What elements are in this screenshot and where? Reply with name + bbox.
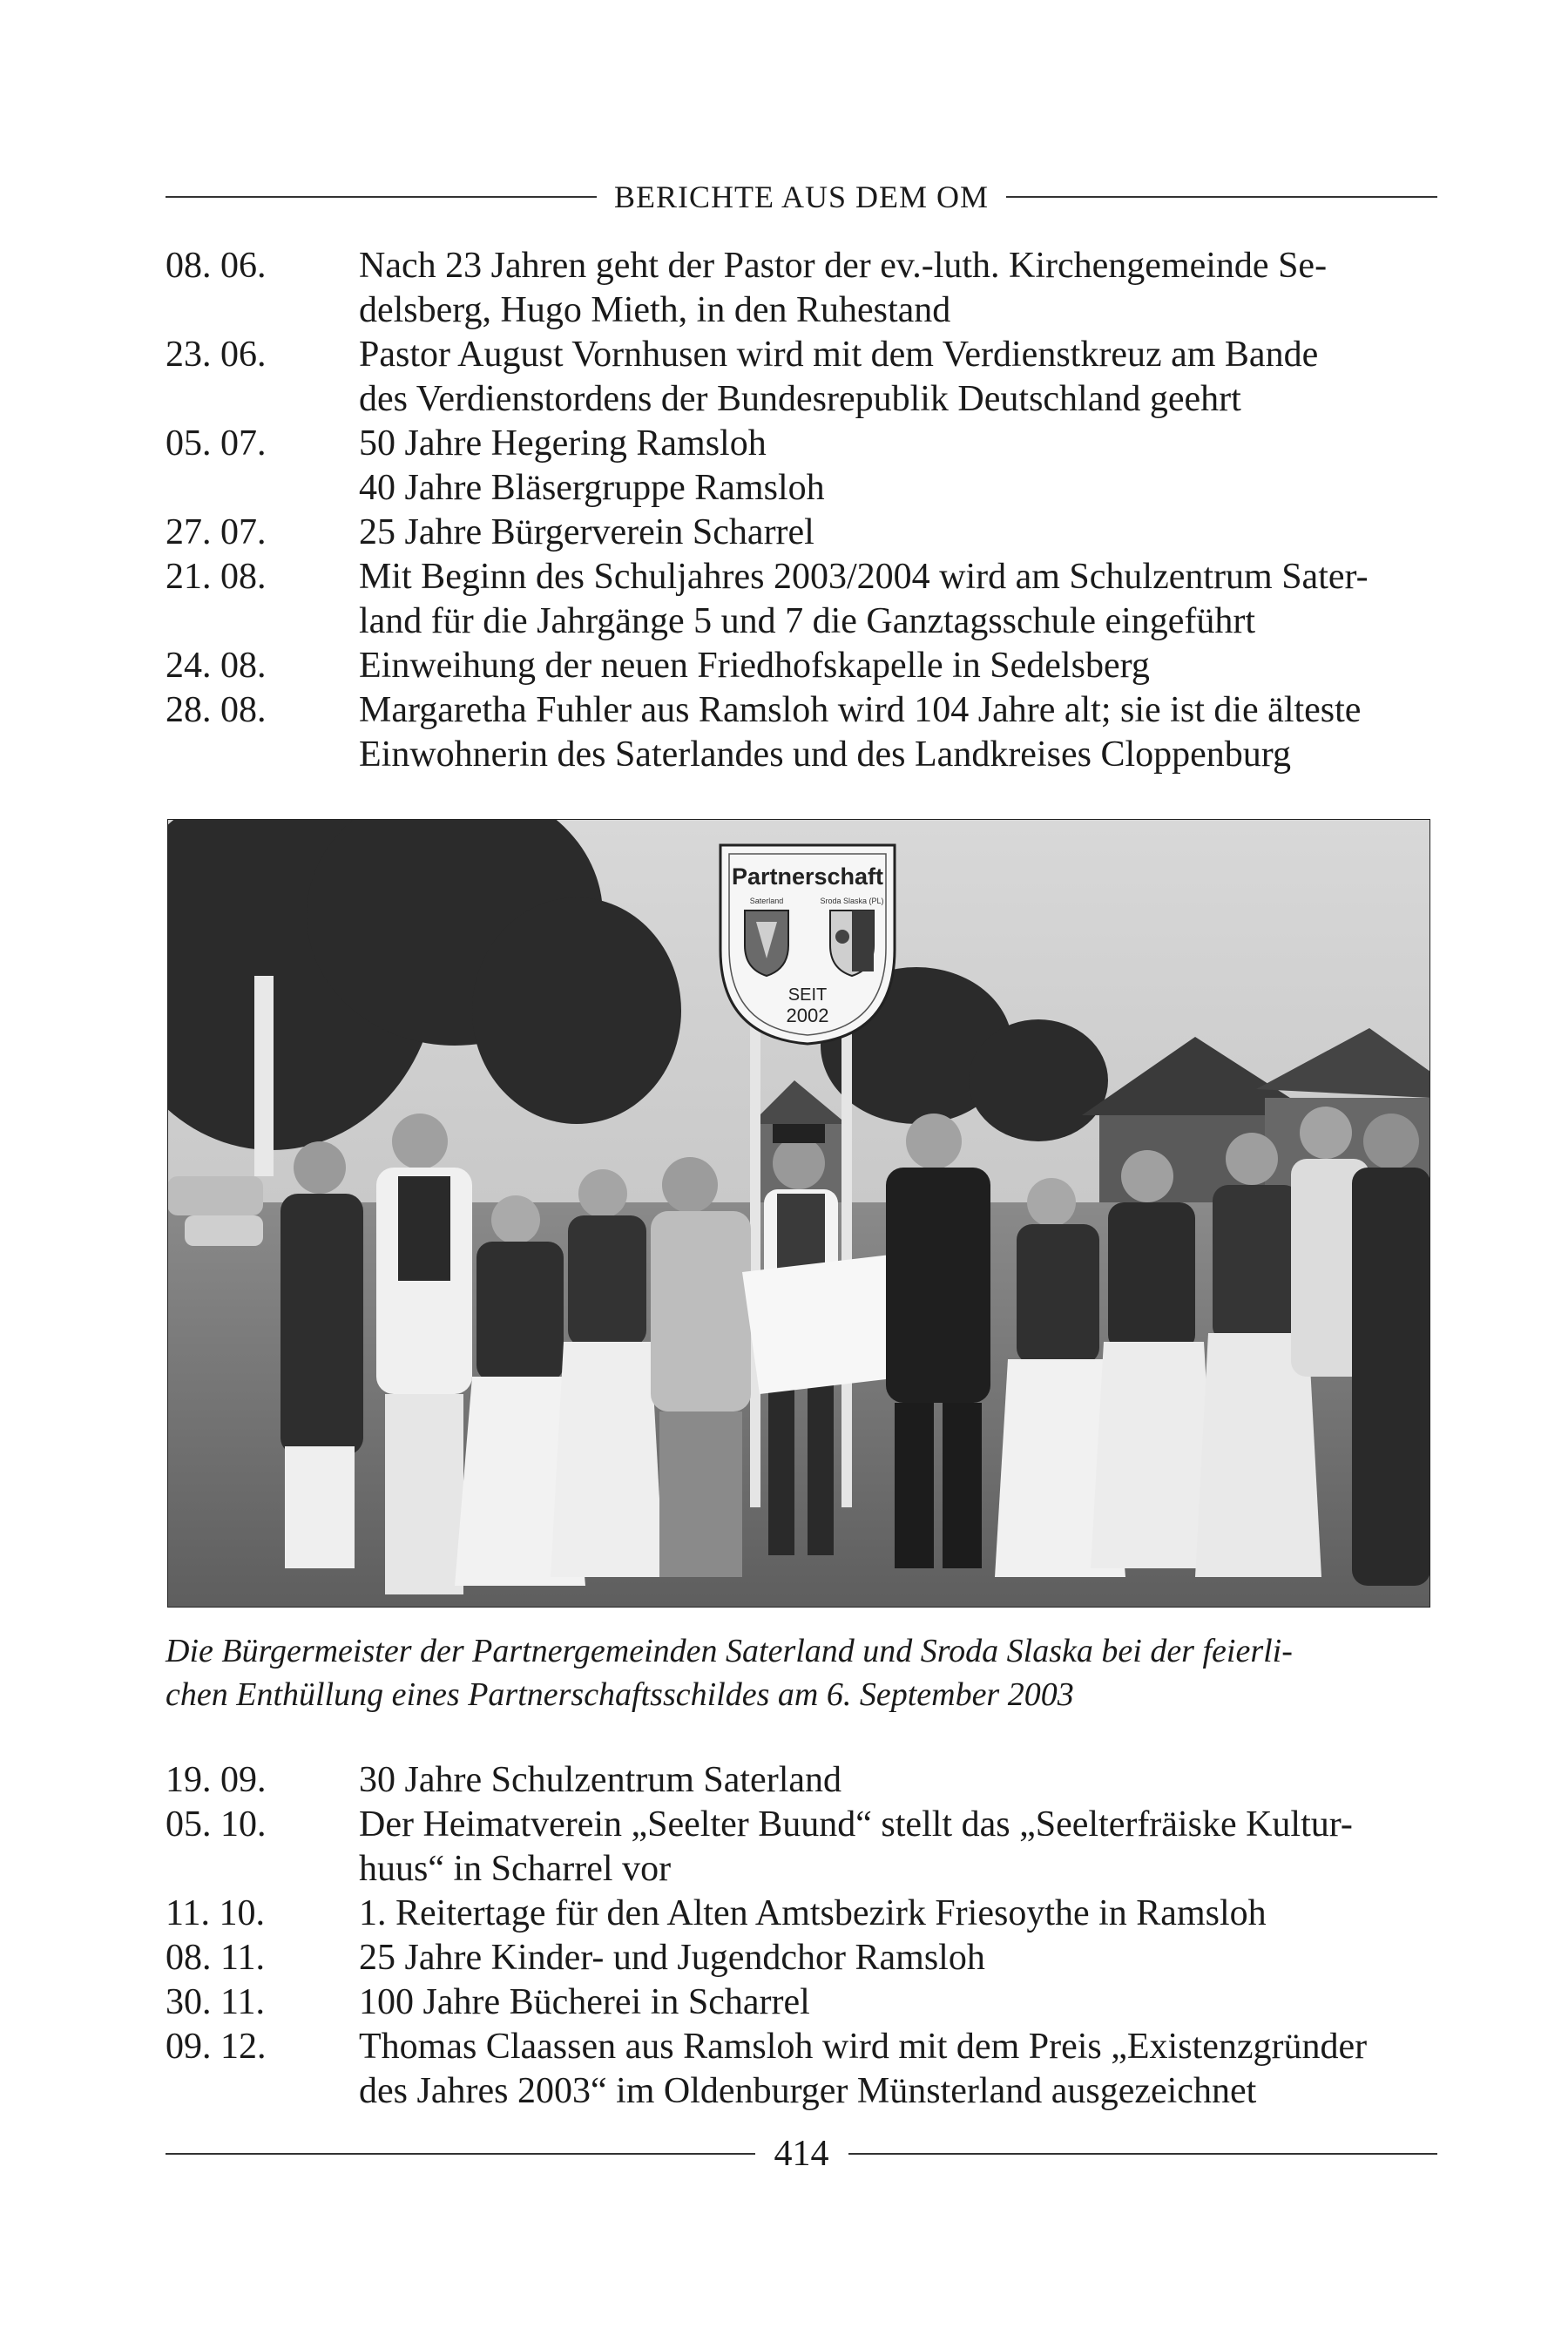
entry-text [359, 2025, 1437, 2114]
entry-text [359, 644, 1437, 688]
entry-date: 05. 10. [166, 1804, 267, 1845]
chronicle-top [166, 244, 1437, 777]
chronicle-entry [166, 688, 1437, 777]
chronicle-entry [166, 333, 1437, 422]
entry-line: Thomas Claassen aus Ramsloh wird mit dem Preis „Existenzgründer [359, 2027, 1368, 2067]
entry-text [359, 1758, 1437, 1803]
chronicle-bottom [166, 1758, 1437, 2114]
entry-line: des Jahres 2003“ im Oldenburger Münsterland ausgezeichnet [359, 2071, 1257, 2111]
chronicle-entry [166, 422, 1437, 511]
entry-line: huus“ in Scharrel vor [359, 1849, 672, 1889]
entry-line: 50 Jahre Hegering Ramsloh [359, 423, 767, 464]
sign-seit: SEIT [787, 985, 828, 1005]
entry-text [359, 333, 1437, 422]
birch-trunk [254, 976, 274, 1176]
entry-line: Einwohnerin des Saterlandes und des Landkreises Cloppenburg [359, 734, 1291, 775]
photo-caption [166, 1629, 1437, 1716]
entry-line: land für die Jahrgänge 5 und 7 die Ganztagsschule eingeführt [359, 601, 1256, 641]
entry-text [359, 1892, 1437, 1936]
entry-date: 23. 06. [166, 335, 267, 375]
entry-date: 21. 08. [166, 557, 267, 597]
running-header [166, 179, 1437, 215]
footer-rule-right [848, 2153, 1438, 2155]
page-footer [166, 2133, 1437, 2175]
ceremony-photo [167, 819, 1430, 1608]
chronicle-entry [166, 555, 1437, 644]
entry-date: 27. 07. [166, 512, 267, 552]
entry-text [359, 1980, 1437, 2025]
entry-line: des Verdienstordens der Bundesrepublik Deutschland geehrt [359, 379, 1241, 419]
entry-text [359, 688, 1437, 777]
sign-right-label: Sroda Slaska (PL) [820, 897, 884, 905]
entry-date: 30. 11. [166, 1982, 265, 2022]
partnership-sign [720, 845, 895, 1044]
entry-date: 09. 12. [166, 2027, 267, 2067]
entry-text [359, 1936, 1437, 1980]
chronicle-entry [166, 1758, 1437, 1803]
entry-date: 05. 07. [166, 423, 267, 464]
sign-post-left [750, 1019, 760, 1507]
chronicle-entry [166, 1803, 1437, 1892]
entry-text [359, 1803, 1437, 1892]
header-rule-left [166, 196, 597, 198]
entry-line: 1. Reitertage für den Alten Amtsbezirk Friesoythe in Ramsloh [359, 1893, 1267, 1933]
entry-line: 40 Jahre Bläsergruppe Ramsloh [359, 468, 825, 508]
chronicle-entry [166, 2025, 1437, 2114]
header-rule-right [1006, 196, 1437, 198]
sign-left-label: Saterland [749, 897, 784, 905]
chronicle-entry [166, 644, 1437, 688]
chronicle-entry [166, 244, 1437, 333]
photo-illustration [167, 819, 1430, 1608]
sign-year: 2002 [786, 1005, 829, 1026]
chronicle-entry [166, 511, 1437, 555]
entry-text [359, 511, 1437, 555]
caption-line: Die Bürgermeister der Partnergemeinden Saterland und Sroda Slaska bei der feierli- [166, 1633, 1293, 1669]
entry-date: 11. 10. [166, 1893, 265, 1933]
entry-date: 08. 06. [166, 246, 267, 286]
entry-line: Pastor August Vornhusen wird mit dem Verdienstkreuz am Bande [359, 335, 1319, 375]
entry-line: Einweihung der neuen Friedhofskapelle in Sedelsberg [359, 646, 1150, 686]
entry-line: 30 Jahre Schulzentrum Saterland [359, 1760, 841, 1800]
footer-rule-left [166, 2153, 755, 2155]
entry-date: 24. 08. [166, 646, 267, 686]
entry-date: 08. 11. [166, 1938, 265, 1978]
chronicle-entry [166, 1980, 1437, 2025]
entry-line: 25 Jahre Bürgerverein Scharrel [359, 512, 814, 552]
entry-date: 19. 09. [166, 1760, 267, 1800]
entry-line: Der Heimatverein „Seelter Buund“ stellt das „Seelterfräiske Kultur- [359, 1804, 1353, 1845]
header-title: BERICHTE AUS DEM OM [613, 179, 990, 214]
entry-line: Mit Beginn des Schuljahres 2003/2004 wird am Schulzentrum Sater- [359, 557, 1369, 597]
entry-line: Nach 23 Jahren geht der Pastor der ev.-luth. Kirchengemeinde Se- [359, 246, 1328, 286]
sign-title: Partnerschaft [731, 863, 884, 890]
chronicle-entry [166, 1892, 1437, 1936]
entry-line: Margaretha Fuhler aus Ramsloh wird 104 Jahre alt; sie ist die älteste [359, 690, 1362, 730]
entry-date: 28. 08. [166, 690, 267, 730]
chronicle-entry [166, 1936, 1437, 1980]
entry-line: 25 Jahre Kinder- und Jugendchor Ramsloh [359, 1938, 985, 1978]
page-number: 414 [774, 2134, 829, 2174]
entry-text [359, 422, 1437, 511]
entry-line: delsberg, Hugo Mieth, in den Ruhestand [359, 290, 951, 330]
entry-line: 100 Jahre Bücherei in Scharrel [359, 1982, 810, 2022]
entry-text [359, 555, 1437, 644]
caption-line: chen Enthüllung eines Partnerschaftsschildes am 6. September 2003 [166, 1676, 1074, 1713]
entry-text [359, 244, 1437, 333]
